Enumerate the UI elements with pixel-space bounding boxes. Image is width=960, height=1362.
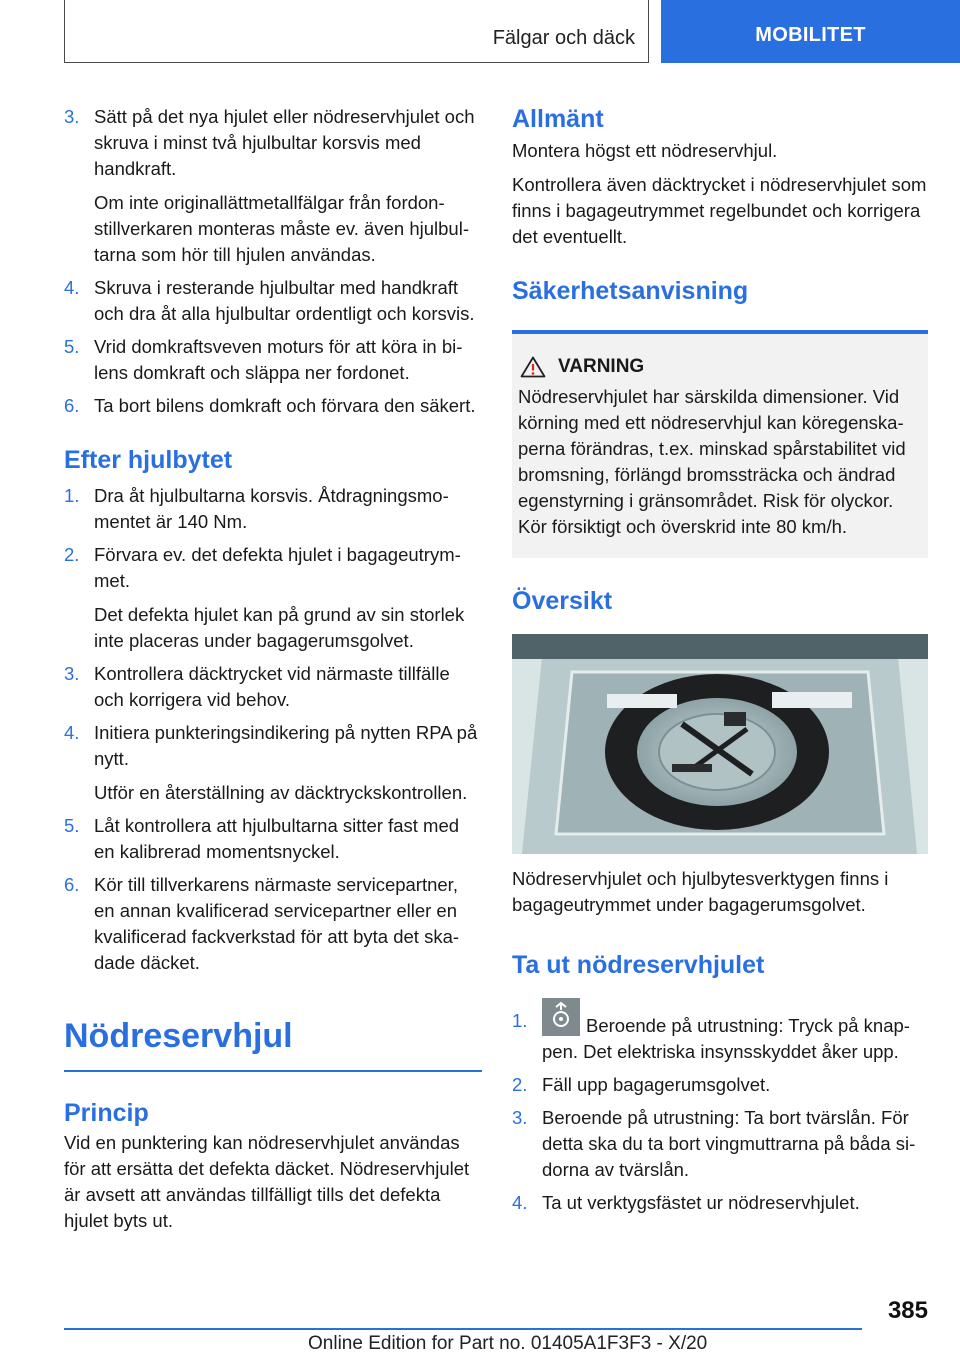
list-item	[64, 542, 482, 654]
section-title-safety: Säkerhetsanvisning	[512, 277, 749, 305]
step-number: 1.	[512, 1010, 528, 1031]
step-number: 3.	[64, 106, 80, 127]
right-column	[512, 104, 928, 1223]
step-number: 5.	[64, 815, 80, 836]
step-number: 4.	[64, 722, 80, 743]
step-text: Sätt på det nya hjulet eller nödreservhjulet och skruva i minst två hjulbultar korsvis med handkraft.	[94, 106, 475, 179]
step-continuation: Utför en återställning av däcktryckskontrollen.	[94, 782, 468, 803]
footer-edition: Online Edition for Part no. 01405A1F3F3 - X/20	[308, 1333, 708, 1354]
general-text-1: Montera högst ett nödreservhjul.	[512, 140, 778, 161]
step-text-content: Beroende på utrustning: Tryck på knappen. Det elektriska insynsskyddet åker upp.	[542, 1015, 910, 1062]
step-number: 3.	[64, 663, 80, 684]
list-item	[64, 104, 482, 268]
list-item	[64, 720, 482, 806]
step-text: Kör till tillverkarens närmaste servicepartner, en annan kvalificerad servicepartner eller en kvalificerad fackverkstad för att byta det skadade däcket.	[94, 874, 460, 973]
trunk-floor-button-icon	[542, 998, 580, 1036]
list-item	[64, 872, 482, 976]
warning-triangle-icon	[520, 356, 546, 378]
step-number: 4.	[512, 1192, 528, 1213]
photo-caption: Nödreservhjulet och hjulbytesverktygen finns i bagageutrymmet under bagagerumsgolvet.	[512, 868, 889, 915]
spare-wheel-photo	[512, 634, 928, 854]
warning-box	[512, 330, 928, 558]
step-text	[542, 998, 928, 1065]
list-item	[512, 1072, 928, 1098]
step-text: Kontrollera däcktrycket vid närmaste tillfälle och korrigera vid behov.	[94, 663, 450, 710]
step-text: Förvara ev. det defekta hjulet i bagageutrymmet.	[94, 544, 461, 591]
principle-text: Vid en punktering kan nödreservhjulet användas för att ersätta det defekta däcket. Nödreservhjulet är avsett att användas tillfälligt tills det defekta hjulet byts ut.	[64, 1131, 470, 1231]
warning-label: VARNING	[558, 356, 645, 377]
step-number: 1.	[64, 485, 80, 506]
step-number: 2.	[512, 1074, 528, 1095]
header-section-title: Fälgar och däck	[492, 27, 635, 49]
chapter-title: Nödreservhjul	[64, 1017, 293, 1055]
header-chapter-tab[interactable]: MOBILITET	[661, 0, 960, 63]
step-text: Dra åt hjulbultarna korsvis. Åtdragningsmomentet är 140 Nm.	[94, 485, 449, 532]
step-number: 6.	[64, 874, 80, 895]
step-text: Fäll upp bagagerumsgolvet.	[542, 1074, 771, 1095]
step-number: 4.	[64, 277, 80, 298]
list-item	[64, 334, 482, 386]
chapter-divider	[64, 1070, 482, 1072]
list-item	[64, 483, 482, 535]
step-number: 5.	[64, 336, 80, 357]
page-number: 385	[887, 1297, 928, 1324]
footer-divider	[64, 1328, 862, 1330]
step-number: 6.	[64, 395, 80, 416]
step-continuation: Det defekta hjulet kan på grund av sin storlek inte placeras under bagagerumsgolvet.	[94, 604, 465, 651]
list-item	[64, 393, 482, 419]
step-continuation: Om inte originallättmetallfälgar från fordonstillverkaren monteras måste ev. även hjulbultarna som hör till hjulen användas.	[94, 192, 469, 265]
step-number: 2.	[64, 544, 80, 565]
list-item	[512, 998, 928, 1065]
warning-header	[518, 356, 922, 378]
step-text: Ta bort bilens domkraft och förvara den säkert.	[94, 395, 476, 416]
left-column	[64, 104, 482, 1234]
list-item	[512, 1190, 928, 1216]
warning-text: Nödreservhjulet har särskilda dimensioner. Vid körning med ett nödreservhjul kan köregenskaperna förändras, t.ex. minskad spårstabilitet vid bromsning, förlängd bromssträcka och ändrad egenstyrning i gränsområdet. Risk för olyckor. Kör försiktigt och överskrid inte 80 km/h.	[518, 386, 906, 537]
step-text: Låt kontrollera att hjulbultarna sitter fast med en kalibrerad momentsnyckel.	[94, 815, 460, 862]
general-text-2: Kontrollera även däcktrycket i nödreservhjulet som finns i bagageutrymmet regelbundet och korrigera det eventuellt.	[512, 174, 927, 247]
list-item	[64, 661, 482, 713]
step-number: 3.	[512, 1107, 528, 1128]
list-item	[512, 1105, 928, 1183]
step-text: Vrid domkraftsveven moturs för att köra in bilens domkraft och släppa ner fordonet.	[94, 336, 463, 383]
section-title-after: Efter hjulbytet	[64, 446, 233, 474]
page-header	[0, 0, 960, 66]
section-title-remove: Ta ut nödreservhjulet	[512, 951, 765, 979]
section-title-principle: Princip	[64, 1098, 149, 1127]
section-title-general: Allmänt	[512, 105, 604, 133]
list-item	[64, 813, 482, 865]
step-text: Beroende på utrustning: Ta bort tvärslån. För detta ska du ta bort vingmuttrarna på båda sidorna av tvärslån.	[542, 1107, 916, 1180]
step-text: Ta ut verktygsfästet ur nödreservhjulet.	[542, 1192, 860, 1213]
section-title-overview: Översikt	[512, 587, 613, 615]
step-text: Skruva i resterande hjulbultar med handkraft och dra åt alla hjulbultar ordentligt och korsvis.	[94, 277, 475, 324]
list-item	[64, 275, 482, 327]
step-text: Initiera punkteringsindikering på nytten RPA på nytt.	[94, 722, 478, 769]
